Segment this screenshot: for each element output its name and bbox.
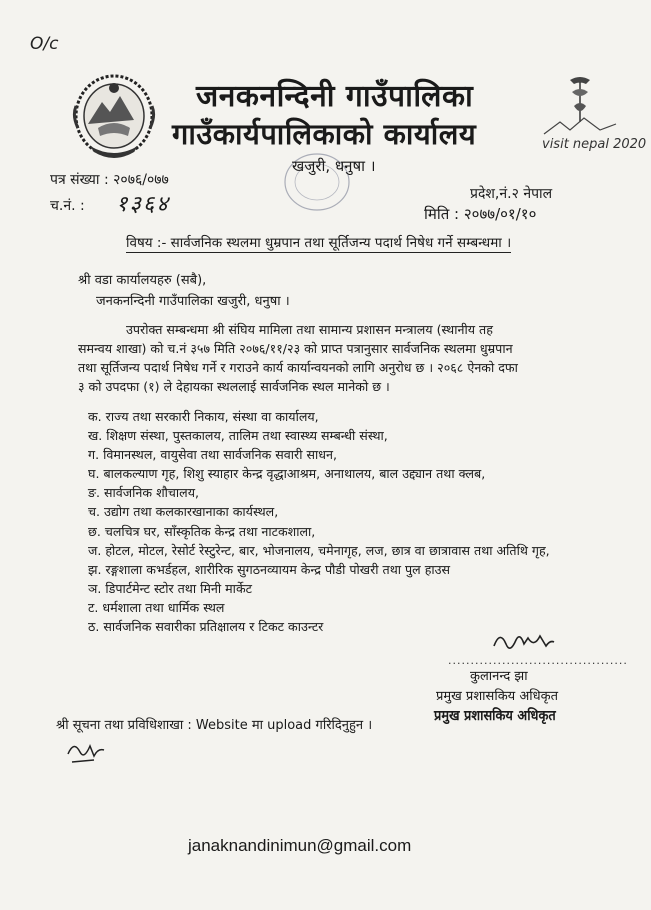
list-item: ज. होटल, मोटल, रेसोर्ट रेस्टुरेन्ट, बार, भोजनालय, चमेनागृह, लज, छात्र वा छात्रावास तथा अतिथि गृह, [88, 542, 550, 558]
list-item: ञ. डिपार्टमेन्ट स्टोर तथा मिनी मार्केट [88, 580, 252, 596]
province-label: प्रदेश,नं.२ नेपाल [470, 186, 553, 202]
cc-note: श्री सूचना तथा प्रविधिशाखा : Website मा upload गरिदिनुहुन । [56, 718, 373, 733]
dispatch-number-label: च.नं. : [50, 198, 85, 214]
list-item: ग. विमानस्थल, वायुसेवा तथा सार्वजनिक सवारी साधन, [88, 447, 337, 463]
office-address: खजुरी, धनुषा । [292, 157, 376, 175]
dispatch-number-value: १३६४ [116, 192, 170, 217]
letter-date: मिति : २०७७/०१/१० [424, 205, 537, 223]
list-item: घ. बालकल्याण गृह, शिशु स्याहार केन्द्र वृद्धाआश्रम, अनाथालय, बाल उद्द्यान तथा क्लब, [88, 466, 486, 482]
letter-subject: विषय :- सार्वजनिक स्थलमा धुम्रपान तथा सूर्तिजन्य पदार्थ निषेध गर्ने सम्बन्धमा । [126, 235, 512, 251]
body-line: उपरोक्त सम्बन्धमा श्री संघिय मामिला तथा सामान्य प्रशासन मन्त्रालय (स्थानीय तह [126, 322, 493, 337]
signatory-stamp: प्रमुख प्रशासकिय अधिकृत [434, 708, 556, 724]
body-line: समन्वय शाखा) को च.नं ३५७ मिति २०७६/११/२३ को प्राप्त पत्रानुसार सार्वजनिक स्थलमा धुम्रपान [78, 341, 513, 356]
list-item: ठ. सार्वजनिक सवारीका प्रतिक्षालय र टिकट काउन्टर [88, 619, 324, 635]
office-title-line2: गाउँकार्यपालिकाको कार्यालय [172, 117, 477, 151]
signatory-name: कुलानन्द झा [470, 669, 528, 684]
list-item: च. उद्योग तथा कलकारखानाका कार्यस्थल, [88, 504, 279, 520]
public-places-list [88, 407, 598, 636]
corner-mark: O/c [30, 34, 59, 54]
recipient-line2: जनकनन्दिनी गाउँपालिका खजुरी, धनुषा । [96, 294, 290, 309]
signature-line: ........................................ [448, 654, 628, 667]
visit-nepal-text: visit nepal 2020 [542, 137, 647, 152]
list-item: झ. रङ्गशाला कभर्डहल, शारीरिक सुगठनव्यायम केन्द्र पौडी पोखरी तथा पुल हाउस [88, 561, 451, 577]
initial-signature-icon [64, 736, 110, 766]
body-line: तथा सूर्तिजन्य पदार्थ निषेध गर्ने र गराउने कार्य कार्यान्वयनको लागि अनुरोध छ । २०६८ ऐनको दफा [78, 360, 518, 375]
letter-reference-number: पत्र संख्या : २०७६/०७७ [50, 172, 169, 188]
visit-nepal-2020-logo-icon [540, 72, 647, 162]
list-item: ङ. सार्वजनिक शौचालय, [88, 485, 200, 501]
recipient-line1: श्री वडा कार्यालयहरु (सबै), [78, 273, 207, 288]
signatory-title: प्रमुख प्रशासकिय अधिकृत [436, 689, 559, 704]
list-item: ख. शिक्षण संस्था, पुस्तकालय, तालिम तथा स्वास्थ्य सम्बन्धी संस्था, [88, 428, 388, 444]
list-item: छ. चलचित्र घर, साँस्कृतिक केन्द्र तथा नाटकशाला, [88, 523, 316, 539]
list-item: ट. धर्मशाला तथा धार्मिक स्थल [88, 599, 225, 615]
list-item: क. राज्य तथा सरकारी निकाय, संस्था वा कार्यालय, [88, 409, 319, 424]
body-line: ३ को उपदफा (१) ले देहायका स्थललाई सार्वजनिक स्थल मानेको छ । [78, 379, 390, 394]
office-title-line1: जनकनन्दिनी गाउँपालिका [196, 79, 474, 114]
nepal-government-emblem-icon [68, 66, 160, 162]
office-email: janaknandinimun@gmail.com [188, 836, 412, 855]
letter-body [78, 320, 598, 396]
